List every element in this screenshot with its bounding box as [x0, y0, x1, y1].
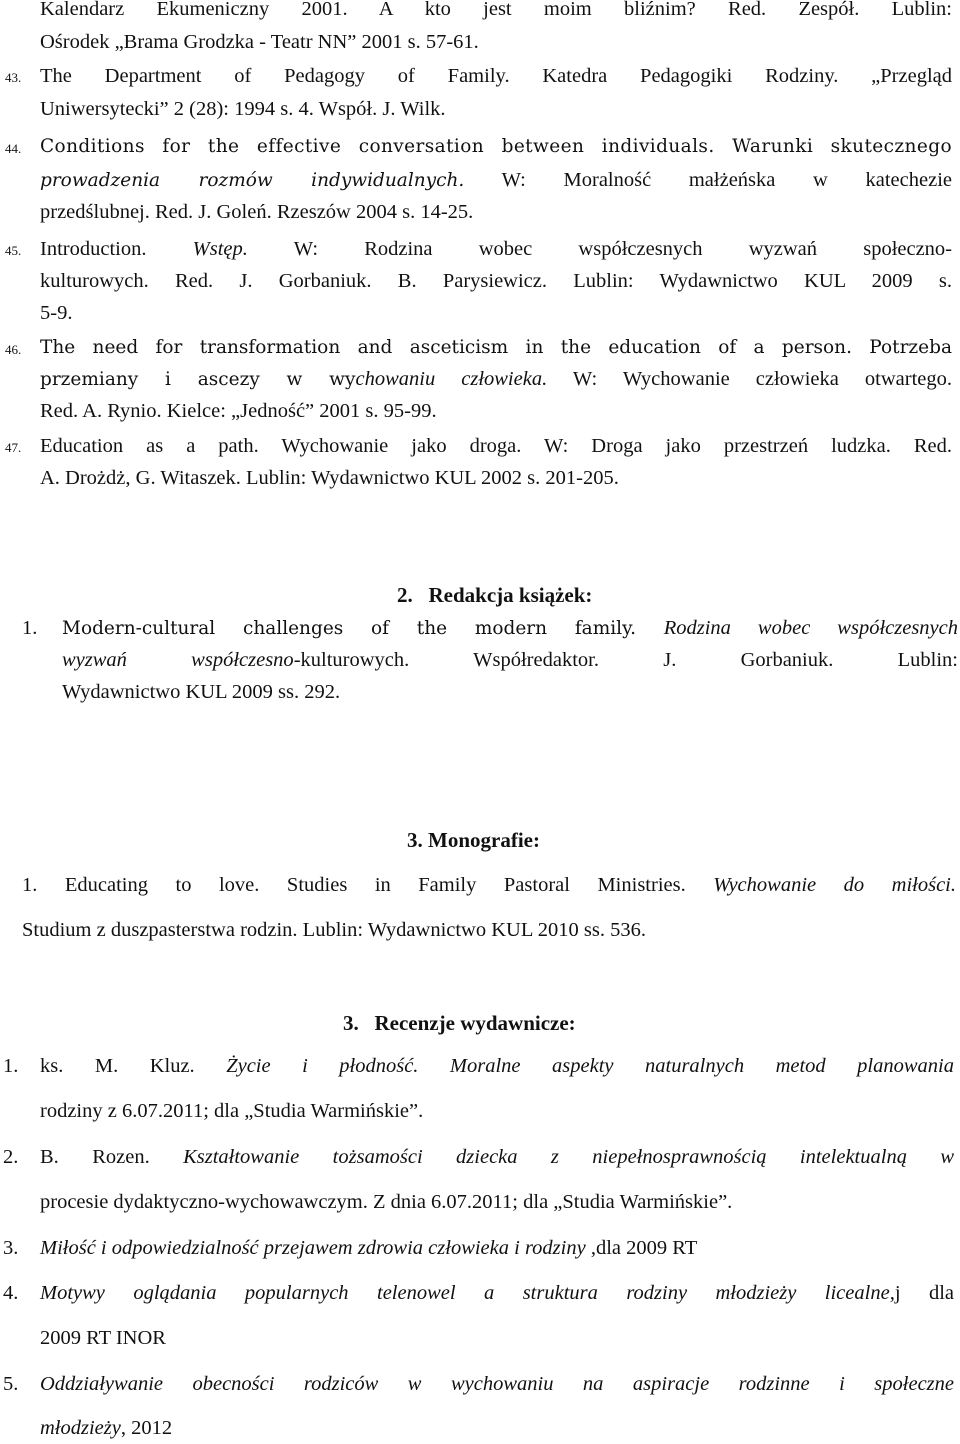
article-47-line-2: A. Drożdż, G. Witaszek. Lublin: Wydawnictwo KUL 2002 s. 201-205.	[40, 467, 619, 489]
article-43-line-2: Uniwersytecki” 2 (28): 1994 s. 4. Współ. J. Wilk.	[40, 98, 446, 120]
article-46-italic-title: chowaniu człowieka.	[355, 368, 548, 390]
article-45-italic-title: Wstęp.	[192, 238, 248, 260]
book-1-line-2	[62, 648, 958, 672]
review-2-line-2: procesie dydaktyczno-wychowawczym. Z dnia 6.07.2011; dla „Studia Warmińskie”.	[40, 1191, 733, 1213]
article-47-line-1: Education as a path. Wychowanie jako droga. W: Droga jako przestrzeń ludzka. Red.	[40, 435, 952, 457]
review-5-line-1: Oddziaływanie obecności rodziców w wychowaniu na aspiracje rodzinne i społeczne	[40, 1373, 954, 1395]
section-heading-reviews: 3. Recenzje wydawnicze:	[343, 1011, 576, 1035]
review-4-details: ,j dla	[889, 1282, 954, 1304]
article-46-line-3: Red. A. Rynio. Kielce: „Jedność” 2001 s. 95-99.	[40, 400, 437, 422]
article-44-source: W: Moralność małżeńska w katechezie	[464, 169, 952, 191]
top-line-1: Kalendarz Ekumeniczny 2001. A kto jest moim bliźnim? Red. Zespół. Lublin:	[40, 0, 952, 20]
review-2-author: B. Rozen.	[40, 1146, 184, 1168]
top-line-2: Ośrodek „Brama Grodzka - Teatr NN” 2001 s. 57-61.	[40, 31, 479, 53]
review-1-italic-title: Życie i płodność. Moralne aspekty naturalnych metod planowania	[226, 1055, 954, 1077]
review-1-line-2: rodziny z 6.07.2011; dla „Studia Warmińskie”.	[40, 1100, 424, 1122]
review-1-line-1	[40, 1054, 954, 1078]
review-4-italic-title: Motywy oglądania popularnych telenowel a struktura rodziny młodzieży licealne	[40, 1282, 890, 1304]
article-46-line-1: The need for transformation and asceticism in the education of a person. Potrzeba	[40, 337, 952, 358]
article-number: 44.	[5, 141, 22, 156]
article-46-source: W: Wychowanie człowieka otwartego.	[547, 368, 952, 390]
article-45-line-2: kulturowych. Red. J. Gorbaniuk. B. Parysiewicz. Lublin: Wydawnictwo KUL 2009 s.	[40, 270, 952, 292]
review-4-line-1	[40, 1281, 954, 1305]
review-number: 1.	[3, 1055, 19, 1077]
article-45-line-1	[40, 237, 952, 261]
review-2-italic-title: Kształtowanie tożsamości dziecka z niepełnosprawnością intelektualną w	[183, 1146, 955, 1168]
review-4-line-2: 2009 RT INOR	[40, 1327, 166, 1349]
review-number: 3.	[3, 1237, 19, 1259]
article-46-line-2	[40, 367, 952, 392]
article-45-source: W: Rodzina wobec współczesnych wyzwań społeczno-	[247, 238, 953, 260]
review-number: 2.	[3, 1146, 19, 1168]
article-number: 47.	[5, 440, 22, 455]
article-44-line-1: Conditions for the effective conversation between individuals. Warunki skutecznego	[40, 136, 952, 157]
article-43-line-1: The Department of Pedagogy of Family. Katedra Pedagogiki Rodziny. „Przegląd	[40, 65, 952, 87]
article-44-italic-title: prowadzenia rozmów indywidualnych.	[40, 170, 465, 191]
article-45-line-3: 5-9.	[40, 302, 73, 324]
monograph-1-line-2: Studium z duszpasterstwa rodzin. Lublin: Wydawnictwo KUL 2010 ss. 536.	[22, 919, 646, 941]
monograph-1-italic-title: Wychowanie do miłości.	[713, 874, 956, 896]
article-45-en-title: Introduction.	[40, 238, 193, 260]
book-number: 1.	[22, 617, 38, 639]
review-number: 4.	[3, 1282, 19, 1304]
monograph-1-en-title: 1. Educating to love. Studies in Family Pastoral Ministries.	[22, 874, 714, 896]
section-heading-books: 2. Redakcja książek:	[397, 583, 593, 607]
review-3-italic-title: Miłość i odpowiedzialność przejawem zdrowia człowieka i rodziny	[40, 1237, 586, 1259]
book-1-italic-title-cont: wyzwań współczesno	[62, 649, 294, 671]
article-number: 43.	[5, 70, 22, 85]
article-46-title-part: przemiany i ascezy w wy	[40, 369, 356, 390]
book-1-en-title: Modern-cultural challenges of the modern family.	[62, 618, 664, 639]
book-1-line-1	[62, 616, 958, 641]
review-2-line-1	[40, 1145, 954, 1169]
book-1-italic-title: Rodzina wobec współczesnych	[663, 617, 958, 639]
review-5-details: , 2012	[120, 1417, 173, 1439]
review-3-details: ,dla 2009 RT	[585, 1237, 698, 1259]
review-3-line-1	[40, 1236, 960, 1260]
article-number: 46.	[5, 342, 22, 357]
review-5-line-2	[40, 1416, 960, 1440]
book-1-details: -kulturowych. Współredaktor. J. Gorbaniuk. Lublin:	[293, 649, 958, 671]
review-1-author: ks. M. Kluz.	[40, 1055, 227, 1077]
article-number: 45.	[5, 243, 22, 258]
monograph-1-line-1	[22, 873, 956, 897]
article-44-line-2	[40, 168, 952, 193]
article-44-line-3: przedślubnej. Red. J. Goleń. Rzeszów 2004 s. 14-25.	[40, 201, 474, 223]
review-5-italic-title-cont: młodzieży	[40, 1417, 121, 1439]
section-heading-monographs: 3. Monografie:	[407, 828, 540, 852]
review-number: 5.	[3, 1373, 19, 1395]
book-1-line-3: Wydawnictwo KUL 2009 ss. 292.	[62, 681, 341, 703]
